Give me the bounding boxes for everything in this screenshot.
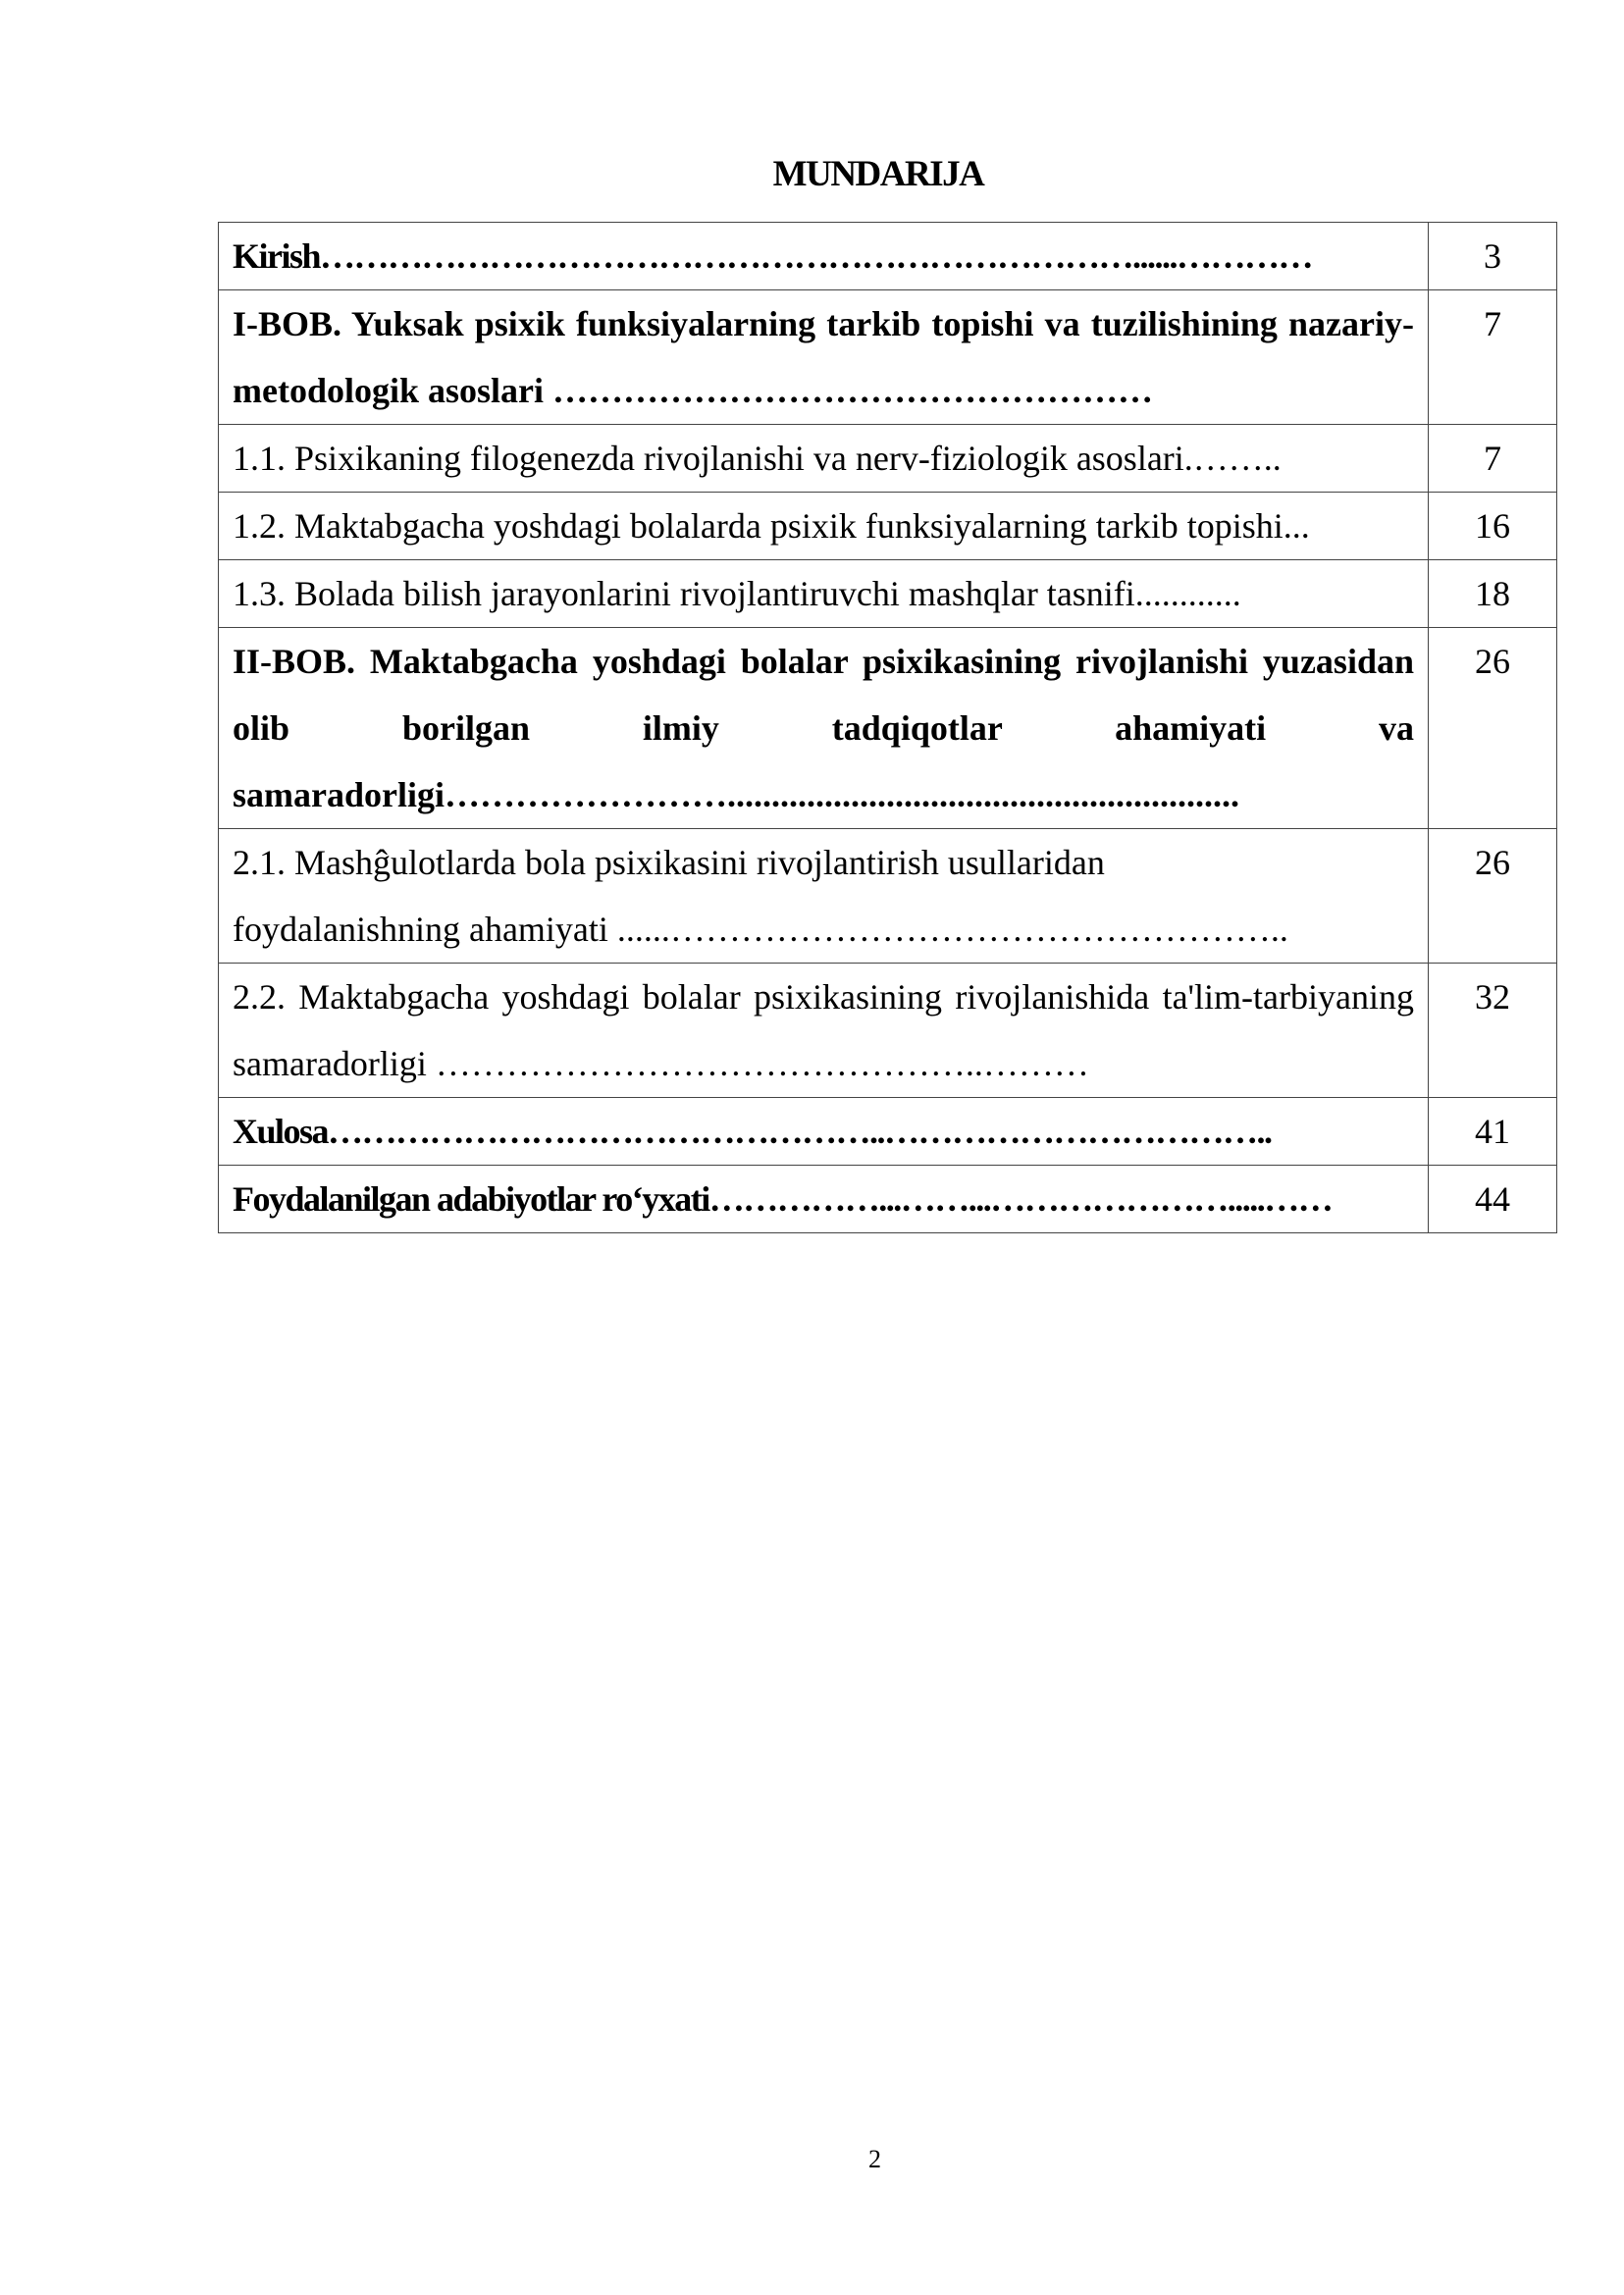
toc-entry-chapter-2: II-BOB. Maktabgacha yoshdagi bolalar psixikasining rivojlanishi yuzasidan olib borilgan ilmiy tadqiqotlar ahamiyati va samaradorligi……………………..........................................................	[219, 628, 1429, 829]
toc-row-references	[219, 1166, 1557, 1233]
toc-row-chapter-2	[219, 628, 1557, 829]
toc-row-xulosa	[219, 1098, 1557, 1166]
toc-row-kirish	[219, 223, 1557, 290]
toc-page-xulosa: 41	[1429, 1098, 1557, 1166]
toc-page-section-2-1: 26	[1429, 829, 1557, 964]
page-title: MUNDARIJA	[772, 154, 984, 194]
toc-row-section-1-3	[219, 560, 1557, 628]
toc-entry-section-1-2: 1.2. Maktabgacha yoshdagi bolalarda psixik funksiyalarning tarkib topishi...	[219, 493, 1429, 560]
toc-entry-chapter-1: I-BOB. Yuksak psixik funksiyalarning tarkib topishi va tuzilishining nazariy-metodologik asoslari ……………………………………………	[219, 290, 1429, 425]
toc-entry-section-2-1-line-1: 2.1. Mashĝulotlarda bola psixikasini rivojlantirish usullaridan	[233, 843, 1105, 882]
toc-page-section-1-3: 18	[1429, 560, 1557, 628]
toc-page-section-1-1: 7	[1429, 425, 1557, 493]
toc-entry-xulosa: Xulosa…………………………………………..……………………………..	[219, 1098, 1429, 1166]
toc-row-section-2-2	[219, 964, 1557, 1098]
toc-page-chapter-2: 26	[1429, 628, 1557, 829]
toc-entry-references: Foydalanilgan adabiyotlar ro‘yxati……………...……...………………….....……	[219, 1166, 1429, 1233]
toc-entry-section-1-3: 1.3. Bolada bilish jarayonlarini rivojlantiruvchi mashqlar tasnifi............	[219, 560, 1429, 628]
toc-entry-section-2-2: 2.2. Maktabgacha yoshdagi bolalar psixikasining rivojlanishida ta'lim-tarbiyaning samaradorligi ………………………………………..………	[219, 964, 1429, 1098]
toc-page-references: 44	[1429, 1166, 1557, 1233]
toc-page-chapter-1: 7	[1429, 290, 1557, 425]
toc-entry-kirish: Kirish………………………………………………………………......…………	[219, 223, 1429, 290]
toc-page-kirish: 3	[1429, 223, 1557, 290]
table-of-contents	[218, 222, 1557, 1233]
toc-row-chapter-1	[219, 290, 1557, 425]
toc-page-section-1-2: 16	[1429, 493, 1557, 560]
toc-row-section-1-1	[219, 425, 1557, 493]
toc-page-section-2-2: 32	[1429, 964, 1557, 1098]
toc-entry-section-2-1-line-2: foydalanishning ahamiyati ......……………………………………………..	[233, 910, 1288, 949]
toc-entry-section-1-1: 1.1. Psixikaning filogenezda rivojlanishi va nerv-fiziologik asoslari.……..	[219, 425, 1429, 493]
toc-row-section-2-1	[219, 829, 1557, 964]
toc-entry-section-2-1	[219, 829, 1429, 964]
page-number: 2	[868, 2145, 881, 2173]
toc-row-section-1-2	[219, 493, 1557, 560]
